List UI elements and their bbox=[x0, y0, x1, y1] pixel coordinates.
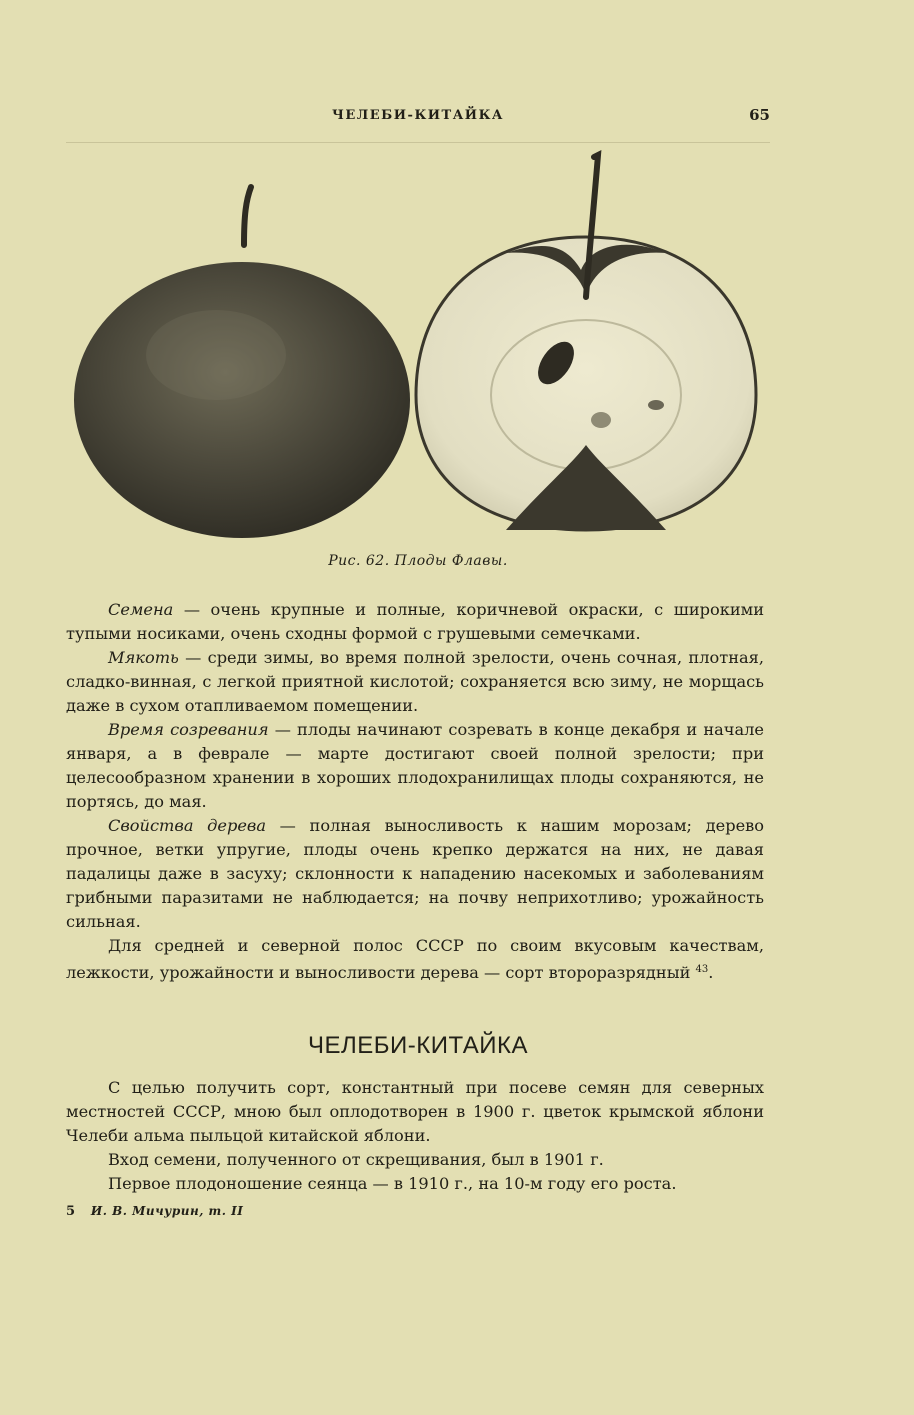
term-ripening: Время созревания bbox=[108, 720, 269, 739]
apple-figure bbox=[66, 145, 770, 545]
paragraph-summary-tail: . bbox=[708, 963, 714, 982]
header-rule bbox=[66, 142, 770, 143]
paragraph-tree-text: — полная выносливость к нашим морозам; дерево прочное, ветки упругие, плоды очень крепко держатся на них, не давая падалицы даже в засуху; склонности к нападению насекомых и заболеваниям грибными паразитами не наблюдается; на почву неприхотливо; урожайность сильная. bbox=[66, 816, 765, 931]
section-paragraph: Первое плодоношение сеянца — в 1910 г., на 10-м году его роста. bbox=[108, 1174, 677, 1193]
paragraph-flesh-text: — среди зимы, во время полной зрелости, очень сочная, плотная, сладко-винная, с легкой приятной кислотой; сохраняется всю зиму, не морщась даже в сухом отапливаемом помещении. bbox=[66, 648, 764, 715]
term-seeds: Семена bbox=[108, 600, 174, 619]
signature-text: И. В. Мичурин, т. II bbox=[90, 1204, 244, 1218]
paragraph-seeds-text: — очень крупные и полные, коричневой окраски, с широкими тупыми носиками, очень сходны формой с грушевыми семечками. bbox=[66, 600, 764, 643]
paragraph-seeds bbox=[66, 598, 764, 646]
paragraph-summary-text: Для средней и северной полос СССР по своим вкусовым качествам, лежкости, урожайности и выносливости дерева — сорт второразрядный bbox=[66, 936, 764, 982]
term-tree: Свойства дерева bbox=[108, 816, 266, 835]
section-text bbox=[66, 1076, 764, 1196]
whole-apple bbox=[74, 187, 410, 538]
paragraph-ripening-text: — плоды начинают созревать в конце декабря и начале января, а в феврале — марте достигают своей полной зрелости; при целесообразном хранении в хороших плодохранилищах плоды сохраняются, не портясь, до мая. bbox=[66, 720, 764, 811]
signature-number: 5 bbox=[66, 1204, 76, 1219]
section-paragraph: С целью получить сорт, константный при посеве семян для северных местностей СССР, мною был оплодотворен в 1900 г. цветок крымской яблони Челеби альма пыльцой китайской яблони. bbox=[66, 1078, 764, 1145]
description-text bbox=[66, 598, 764, 985]
term-flesh: Мякоть bbox=[108, 648, 179, 667]
section-title: ЧЕЛЕБИ-КИТАЙКА bbox=[307, 1032, 529, 1059]
section-paragraph: Вход семени, полученного от скрещивания, был в 1901 г. bbox=[108, 1150, 604, 1169]
page-number: 65 bbox=[749, 106, 770, 124]
cut-apple bbox=[416, 155, 756, 530]
printer-signature bbox=[66, 1204, 243, 1219]
paragraph-flesh bbox=[66, 646, 764, 718]
footnote-ref: 43 bbox=[695, 964, 709, 975]
paragraph-tree bbox=[66, 814, 764, 934]
paragraph-summary bbox=[66, 934, 764, 985]
apple-illustration bbox=[66, 145, 770, 545]
paragraph-ripening bbox=[66, 718, 764, 814]
page-header bbox=[66, 108, 770, 130]
figure-caption: Рис. 62. Плоды Флавы. bbox=[328, 553, 508, 569]
running-title: ЧЕЛЕБИ-КИТАЙКА bbox=[331, 108, 505, 123]
